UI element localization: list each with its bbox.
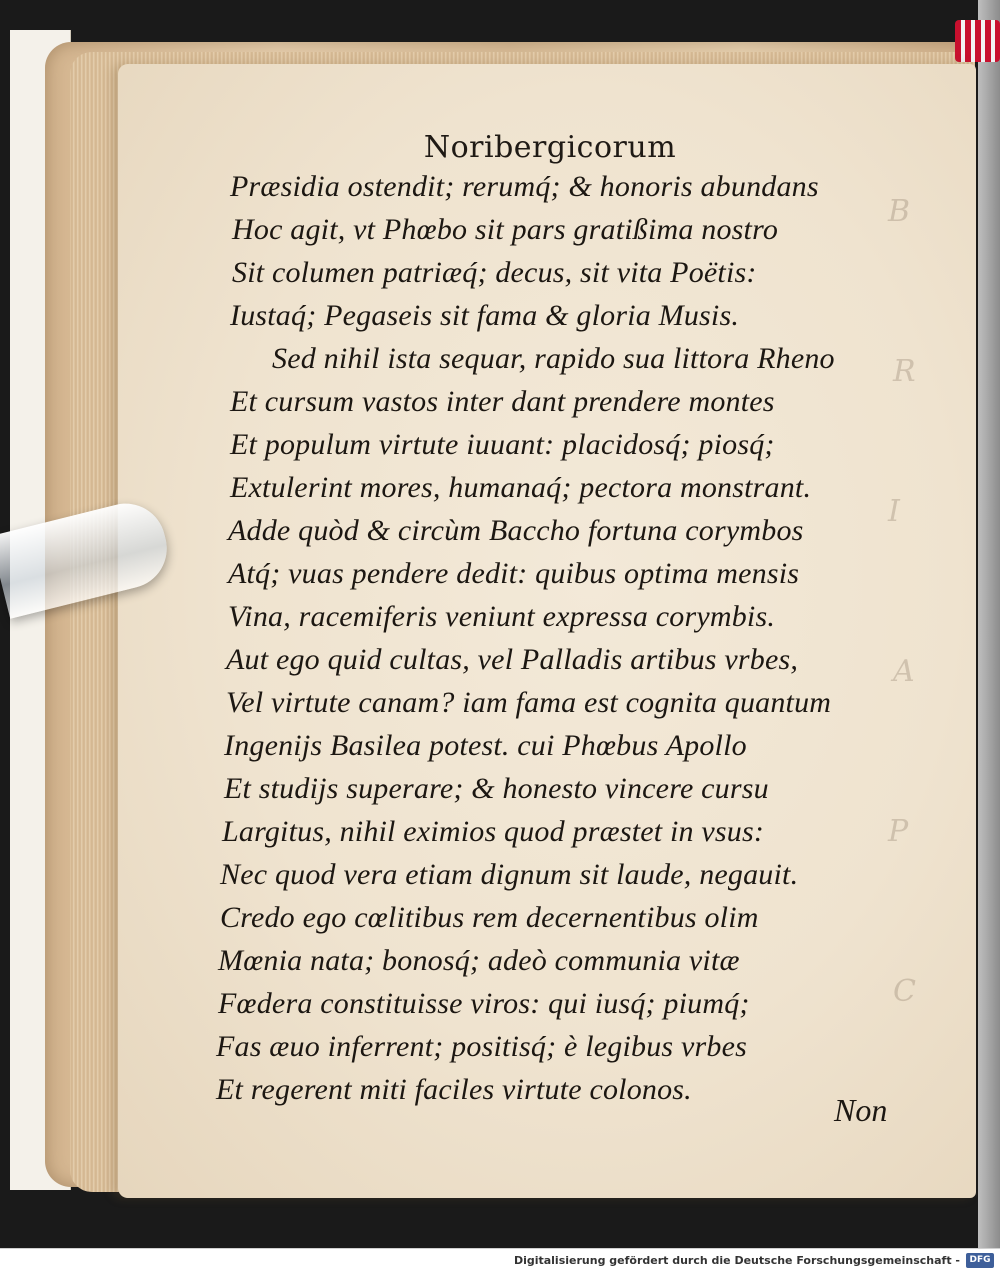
verse-line: Et cursum vastos inter dant prendere montes: [230, 385, 775, 418]
running-head: Noribergicorum: [423, 130, 677, 165]
right-scan-border: [978, 0, 1000, 1248]
verse-line: Fas æuo inferrent; positisq́; è legibus vrbes: [216, 1030, 747, 1063]
catchword: Non: [834, 1092, 888, 1128]
verse-line: Fœdera constituisse viros: qui iusq́; piumq́;: [218, 987, 750, 1020]
verse-line: Nec quod vera etiam dignum sit laude, negauit.: [220, 858, 799, 891]
verse-line: Credo ego cœlitibus rem decernentibus olim: [220, 901, 759, 934]
verse-line: Aut ego quid cultas, vel Palladis artibus vrbes,: [226, 643, 799, 676]
book-page: B R I A P C: [118, 64, 976, 1198]
verse-line: Ingenijs Basilea potest. cui Phœbus Apollo: [224, 729, 747, 762]
verse-line: Iustaq́; Pegaseis sit fama & gloria Musis.: [230, 299, 740, 332]
verse-line: Hoc agit, vt Phœbo sit pars gratißima nostro: [232, 213, 779, 246]
verse-line: Et studijs superare; & honesto vincere cursu: [224, 772, 769, 805]
verse-line: Et regerent miti faciles virtute colonos.: [216, 1073, 692, 1106]
verse-line: Sit columen patriæq́; decus, sit vita Poëtis:: [232, 256, 757, 289]
verse-line: Vina, racemiferis veniunt expressa corymbis.: [228, 600, 776, 633]
verse-line: Extulerint mores, humanaq́; pectora monstrant.: [230, 471, 812, 504]
verse-line: Atq́; vuas pendere dedit: quibus optima mensis: [228, 557, 800, 590]
verse-line: Præsidia ostendit; rerumq́; & honoris abundans: [230, 170, 819, 203]
verse-line: Sed nihil ista sequar, rapido sua littora Rheno: [272, 342, 835, 375]
footer-bar: [0, 1248, 1000, 1273]
verse-line: Largitus, nihil eximios quod præstet in vsus:: [222, 815, 765, 848]
verse-line: Vel virtute canam? iam fama est cognita quantum: [226, 686, 832, 719]
funding-credit: Digitalisierung gefördert durch die Deutsche Forschungsgemeinschaft -: [513, 1254, 960, 1267]
bookmark-ribbon: [955, 20, 1000, 62]
verse-line: Adde quòd & circùm Baccho fortuna corymbos: [228, 514, 804, 547]
dfg-logo-icon: DFG: [966, 1253, 994, 1268]
verse-line: Mœnia nata; bonosq́; adeò communia vitæ: [218, 944, 740, 977]
verse-line: Et populum virtute iuuant: placidosq́; piosq́;: [230, 428, 775, 461]
